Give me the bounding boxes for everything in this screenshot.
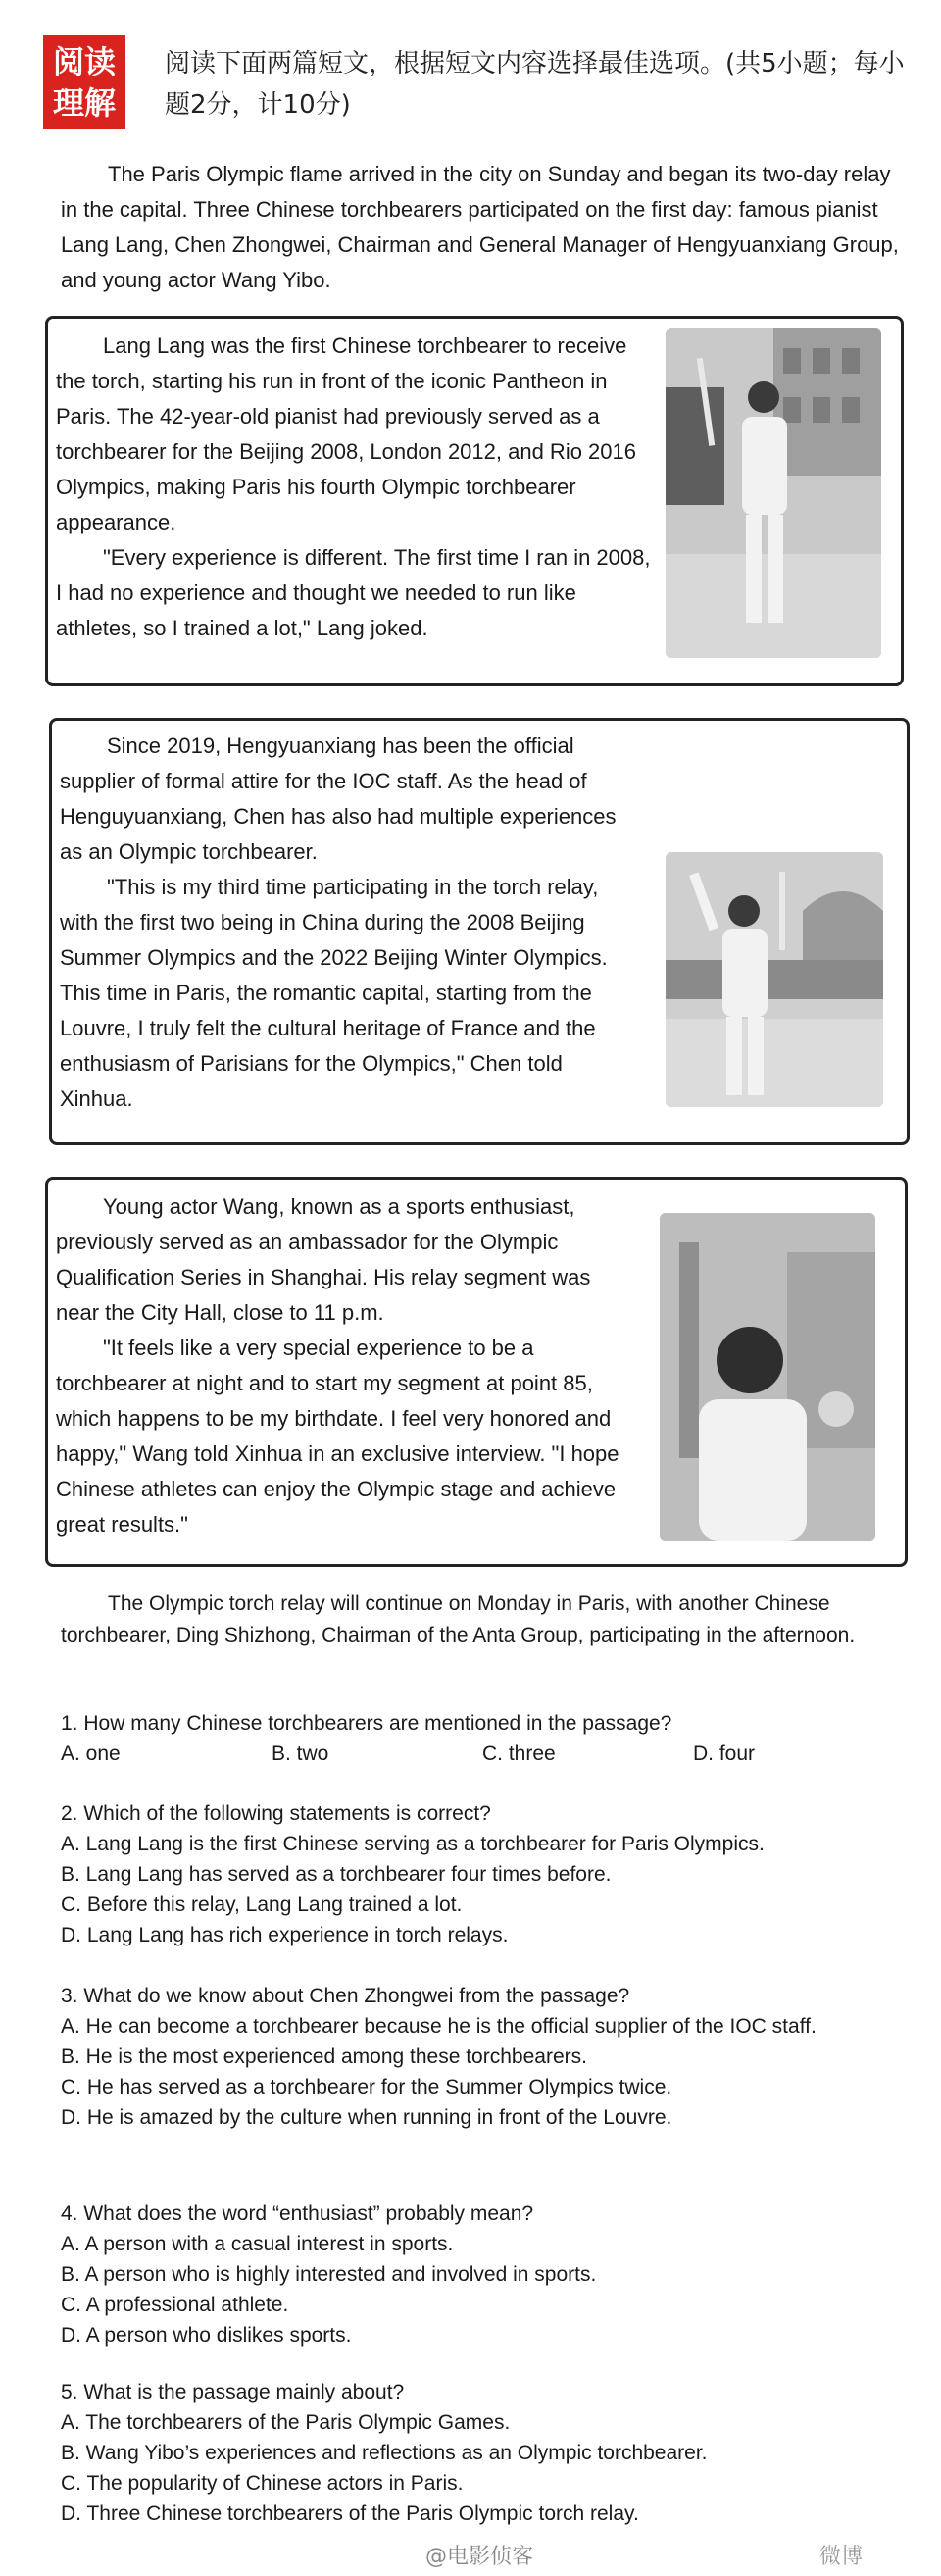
passage-box-lang-lang xyxy=(45,316,904,686)
photo-illustration xyxy=(666,328,881,658)
section-header xyxy=(43,35,906,133)
passage-paragraph: "This is my third time participating in the torch relay, with the first two being in China during the 2008 Beijing Summer Olympics and the 2022 Beijing Winter Olympics. This time in Paris, the romantic capital, starting from the Louvre, I truly felt the cultural heritage of France and the enthusiasm of Parisians for the Olympics," Chen told Xinhua. xyxy=(60,875,608,1111)
torchbearer-photo xyxy=(660,1213,875,1541)
option-d[interactable]: D. Three Chinese torchbearers of the Paris Olympic torch relay. xyxy=(61,2502,639,2525)
weibo-watermark-right: 微博 xyxy=(819,2545,864,2569)
option-a[interactable]: A. one xyxy=(61,1743,121,1765)
option-b[interactable]: B. Lang Lang has served as a torchbearer four times before. xyxy=(61,1863,612,1886)
option-a[interactable]: A. The torchbearers of the Paris Olympic Games. xyxy=(61,2411,511,2434)
option-c[interactable]: C. The popularity of Chinese actors in Paris. xyxy=(61,2472,464,2495)
badge-line-2: 理解 xyxy=(52,84,116,122)
option-d[interactable]: D. Lang Lang has rich experience in torch relays. xyxy=(61,1924,509,1946)
option-b[interactable]: B. A person who is highly interested and involved in sports. xyxy=(61,2263,597,2286)
passage-box-wang-yibo xyxy=(45,1177,908,1567)
option-c[interactable]: C. He has served as a torchbearer for the Summer Olympics twice. xyxy=(61,2076,672,2098)
option-c[interactable]: C. Before this relay, Lang Lang trained a lot. xyxy=(61,1894,463,1916)
passage-text xyxy=(56,1189,634,1542)
outro-text: The Olympic torch relay will continue on Monday in Paris, with another Chinese torchbearer, Ding Shizhong, Chairman of the Anta Group, participating in the afternoon. xyxy=(61,1592,856,1646)
passage-paragraph: "Every experience is different. The first time I ran in 2008, I had no experience and thought we needed to run like athletes, so I trained a lot," Lang joked. xyxy=(56,545,651,640)
options-row xyxy=(61,1739,904,1769)
option-c[interactable]: C. A professional athlete. xyxy=(61,2294,289,2316)
torchbearer-photo xyxy=(666,328,881,658)
intro-text: The Paris Olympic flame arrived in the city on Sunday and began its two-day relay in the capital. Three Chinese torchbearers participated on the first day: famous pianist Lang Lang, Chen Zhongwei, Chairman and General Manager of Hengyuanxiang Group, and young actor Wang Yibo. xyxy=(61,162,899,292)
question-stem: 5. What is the passage mainly about? xyxy=(61,2381,405,2403)
question-2 xyxy=(61,1798,904,1950)
torchbearer-photo xyxy=(666,852,883,1107)
passage-paragraph: "It feels like a very special experience to be a torchbearer at night and to start my segment at point 85, which happens to be my birthdate. I feel very honored and happy," Wang told Xinhua in an exclusive interview. "I hope Chinese athletes can enjoy the Olympic stage and achieve great results." xyxy=(56,1336,619,1537)
option-d[interactable]: D. He is amazed by the culture when running in front of the Louvre. xyxy=(61,2106,672,2129)
question-1 xyxy=(61,1708,904,1769)
question-5 xyxy=(61,2377,904,2529)
passage-paragraph: Since 2019, Hengyuanxiang has been the official supplier of formal attire for the IOC staff. As the head of Henguyuanxiang, Chen has also had multiple experiences as an Olympic torchbearer. xyxy=(60,733,617,864)
option-b[interactable]: B. Wang Yibo’s experiences and reflections as an Olympic torchbearer. xyxy=(61,2442,708,2464)
question-stem: 1. How many Chinese torchbearers are mentioned in the passage? xyxy=(61,1712,672,1735)
option-d[interactable]: D. four xyxy=(693,1743,756,1765)
passage-paragraph: Young actor Wang, known as a sports enthusiast, previously served as an ambassador for the Olympic Qualification Series in Shanghai. His relay segment was near the City Hall, close to 11 p.m. xyxy=(56,1194,591,1325)
outro-paragraph xyxy=(61,1589,904,1651)
intro-paragraph xyxy=(61,157,904,298)
photo-illustration xyxy=(660,1213,875,1541)
passage-text xyxy=(56,328,654,646)
reading-badge xyxy=(43,35,125,129)
option-c[interactable]: C. three xyxy=(482,1743,556,1765)
option-a[interactable]: A. A person with a casual interest in sports. xyxy=(61,2233,454,2255)
question-3 xyxy=(61,1981,904,2133)
option-a[interactable]: A. He can become a torchbearer because he is the official supplier of the IOC staff. xyxy=(61,2015,817,2038)
option-d[interactable]: D. A person who dislikes sports. xyxy=(61,2324,352,2347)
option-b[interactable]: B. He is the most experienced among these torchbearers. xyxy=(61,2046,587,2068)
passage-box-chen-zhongwei xyxy=(49,718,910,1145)
instruction-text: 阅读下面两篇短文，根据短文内容选择最佳选项。(共5小题；每小题2分，计10分) xyxy=(165,49,905,120)
question-stem: 2. Which of the following statements is correct? xyxy=(61,1802,491,1825)
badge-line-1: 阅读 xyxy=(52,43,116,80)
weibo-watermark: @电影侦客 xyxy=(425,2545,534,2569)
passage-text xyxy=(60,729,628,1117)
option-b[interactable]: B. two xyxy=(272,1743,329,1765)
passage-paragraph: Lang Lang was the first Chinese torchbearer to receive the torch, starting his run in front of the iconic Pantheon in Paris. The 42-year-old pianist had previously served as a torchbearer for the Beijing 2008, London 2012, and Rio 2016 Olympics, making Paris his fourth Olympic torchbearer appearance. xyxy=(56,333,636,534)
question-stem: 4. What does the word “enthusiast” probably mean? xyxy=(61,2202,534,2225)
photo-illustration xyxy=(666,852,883,1107)
option-a[interactable]: A. Lang Lang is the first Chinese serving as a torchbearer for Paris Olympics. xyxy=(61,1833,765,1855)
question-stem: 3. What do we know about Chen Zhongwei from the passage? xyxy=(61,1985,630,2007)
question-4 xyxy=(61,2198,904,2350)
